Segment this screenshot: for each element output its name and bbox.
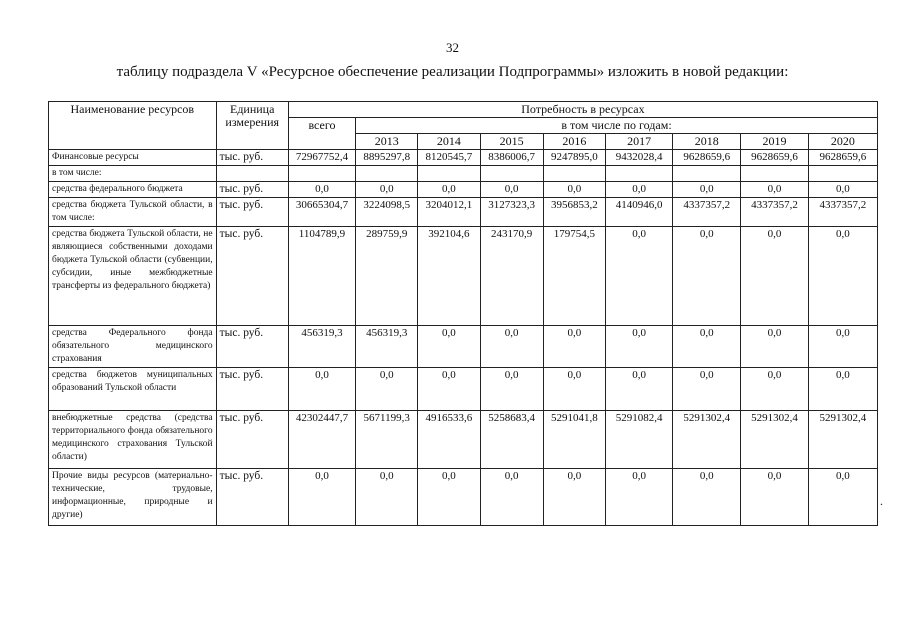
header-unit: Единица измерения [216,102,288,150]
row-value-2013: 3224098,5 [356,198,418,227]
row-value-2016: 3956853,2 [543,198,605,227]
row-value-2014: 3204012,1 [418,198,480,227]
row-value-2020: 0,0 [808,227,877,326]
row-unit: тыс. руб. [216,182,288,198]
row-total: 0,0 [288,182,355,198]
row-total: 0,0 [288,368,355,411]
row-value-2016: 0,0 [543,368,605,411]
row-name: внебюджетные средства (средства территориального фонда обязательного медицинского страхования Тульской области) [49,411,217,469]
row-value-2013: 0,0 [356,469,418,526]
row-value-2015: 0,0 [480,182,543,198]
row-value-2014: 0,0 [418,368,480,411]
row-unit: тыс. руб. [216,469,288,526]
year-2013: 2013 [356,134,418,150]
row-name: в том числе: [49,166,217,182]
intro-text: таблицу подраздела V «Ресурсное обеспечение реализации Подпрограммы» изложить в новой редакции: [116,64,789,80]
row-value-2020: 0,0 [808,368,877,411]
row-value-2018: 9628659,6 [673,150,741,166]
row-value-2015: 8386006,7 [480,150,543,166]
row-value-2014: 0,0 [418,182,480,198]
row-total: 72967752,4 [288,150,355,166]
row-value-2019: 5291302,4 [741,411,808,469]
row-value-2017: 5291082,4 [605,411,672,469]
row-unit: тыс. руб. [216,326,288,368]
row-value-2016: 9247895,0 [543,150,605,166]
row-name: средства бюджета Тульской области, не являющиеся собственными доходами бюджета Тульской области (субвенции, субсидии, иные межбюджетные трансферты из федерального бюджета) [49,227,217,326]
row-name: Финансовые ресурсы [49,150,217,166]
row-value-2017: 9432028,4 [605,150,672,166]
row-value-2013 [356,166,418,182]
table-row [49,166,878,182]
row-value-2020: 0,0 [808,469,877,526]
table-row [49,469,878,526]
row-value-2019: 4337357,2 [741,198,808,227]
row-value-2020: 5291302,4 [808,411,877,469]
row-value-2017: 0,0 [605,326,672,368]
row-value-2017: 0,0 [605,182,672,198]
row-value-2015: 0,0 [480,368,543,411]
row-value-2014: 392104,6 [418,227,480,326]
header-need: Потребность в ресурсах [288,102,877,118]
row-value-2017: 0,0 [605,469,672,526]
row-total: 0,0 [288,469,355,526]
row-value-2016: 0,0 [543,182,605,198]
page-number: 32 [446,40,459,55]
row-value-2013: 0,0 [356,182,418,198]
year-2019: 2019 [741,134,808,150]
row-value-2014 [418,166,480,182]
row-value-2015 [480,166,543,182]
table-row [49,411,878,469]
row-value-2018 [673,166,741,182]
row-value-2018: 5291302,4 [673,411,741,469]
row-value-2019: 0,0 [741,326,808,368]
row-value-2016 [543,166,605,182]
row-value-2015: 0,0 [480,326,543,368]
year-2016: 2016 [543,134,605,150]
table-row [49,198,878,227]
row-total [288,166,355,182]
row-name: средства Федерального фонда обязательного медицинского страхования [49,326,217,368]
row-value-2019: 0,0 [741,227,808,326]
row-name: средства федерального бюджета [49,182,217,198]
row-value-2014: 0,0 [418,326,480,368]
table-row [49,150,878,166]
row-value-2016: 0,0 [543,326,605,368]
header-by-years: в том числе по годам: [356,118,878,134]
year-2020: 2020 [808,134,877,150]
header-resource-name: Наименование ресурсов [49,102,217,150]
row-value-2019 [741,166,808,182]
row-value-2019: 0,0 [741,368,808,411]
year-2015: 2015 [480,134,543,150]
row-value-2014: 0,0 [418,469,480,526]
row-value-2020: 9628659,6 [808,150,877,166]
row-value-2013: 5671199,3 [356,411,418,469]
row-value-2017: 0,0 [605,368,672,411]
row-unit: тыс. руб. [216,368,288,411]
row-value-2013: 289759,9 [356,227,418,326]
header-row-1 [49,102,878,118]
row-value-2016: 179754,5 [543,227,605,326]
row-value-2013: 0,0 [356,368,418,411]
row-total: 30665304,7 [288,198,355,227]
row-name: средства бюджетов муниципальных образований Тульской области [49,368,217,411]
row-unit: тыс. руб. [216,227,288,326]
header-total: всего [288,118,355,150]
row-value-2017 [605,166,672,182]
row-value-2018: 0,0 [673,469,741,526]
row-value-2017: 0,0 [605,227,672,326]
row-value-2018: 0,0 [673,227,741,326]
row-value-2020: 0,0 [808,182,877,198]
row-value-2018: 0,0 [673,182,741,198]
row-value-2013: 456319,3 [356,326,418,368]
row-value-2020: 0,0 [808,326,877,368]
table-row [49,182,878,198]
row-value-2015: 243170,9 [480,227,543,326]
table-row [49,368,878,411]
row-total: 42302447,7 [288,411,355,469]
row-value-2014: 4916533,6 [418,411,480,469]
year-2017: 2017 [605,134,672,150]
row-total: 456319,3 [288,326,355,368]
trailing-mark: . [880,494,883,508]
row-value-2018: 4337357,2 [673,198,741,227]
table-row [49,326,878,368]
row-value-2015: 5258683,4 [480,411,543,469]
row-value-2020 [808,166,877,182]
row-name: Прочие виды ресурсов (материально-технические, трудовые, информационные, природные и другие) [49,469,217,526]
row-value-2018: 0,0 [673,368,741,411]
row-unit: тыс. руб. [216,150,288,166]
year-2018: 2018 [673,134,741,150]
resources-table [48,101,878,526]
row-unit: тыс. руб. [216,198,288,227]
row-value-2020: 4337357,2 [808,198,877,227]
row-value-2013: 8895297,8 [356,150,418,166]
row-value-2018: 0,0 [673,326,741,368]
row-value-2015: 0,0 [480,469,543,526]
row-total: 1104789,9 [288,227,355,326]
row-value-2019: 9628659,6 [741,150,808,166]
row-value-2019: 0,0 [741,469,808,526]
row-value-2015: 3127323,3 [480,198,543,227]
row-value-2017: 4140946,0 [605,198,672,227]
row-value-2016: 5291041,8 [543,411,605,469]
year-2014: 2014 [418,134,480,150]
row-value-2016: 0,0 [543,469,605,526]
table-row [49,227,878,326]
row-unit [216,166,288,182]
row-value-2014: 8120545,7 [418,150,480,166]
row-value-2019: 0,0 [741,182,808,198]
row-name: средства бюджета Тульской области, в том числе: [49,198,217,227]
row-unit: тыс. руб. [216,411,288,469]
